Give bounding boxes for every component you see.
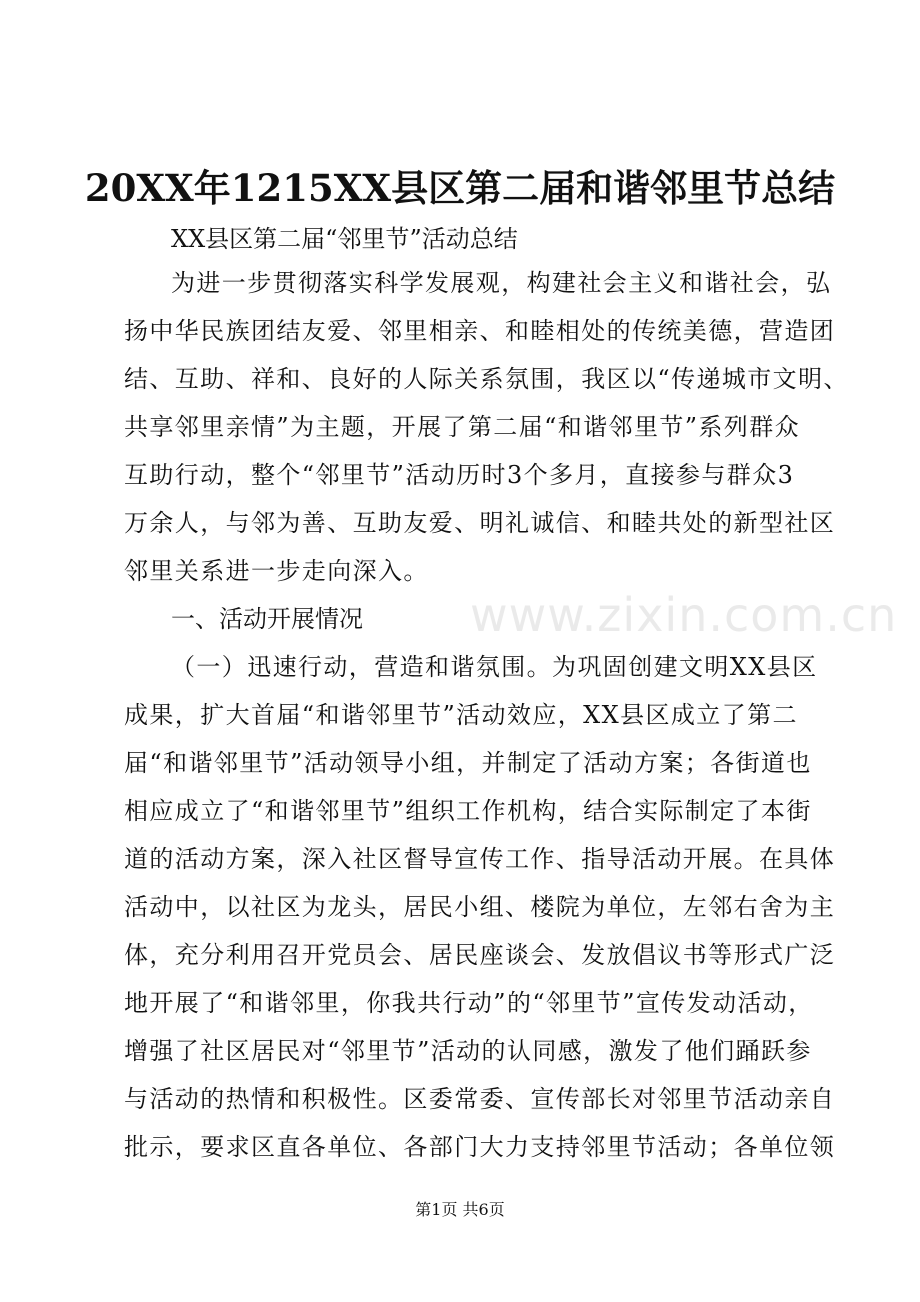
paragraph-line: 届“和谐邻里节”活动领导小组，并制定了活动方案；各街道也 — [124, 749, 812, 777]
paragraph-line: 扬中华民族团结友爱、邻里相亲、和睦相处的传统美德，营造团 — [124, 317, 836, 345]
document-subtitle: XX县区第二届“邻里节”活动总结 — [171, 225, 518, 253]
paragraph-line: 邻里关系进一步走向深入。 — [124, 557, 429, 585]
paragraph-line: 为进一步贯彻落实科学发展观，构建社会主义和谐社会，弘 — [171, 269, 832, 297]
paragraph-line: 互助行动，整个“邻里节”活动历时3个多月，直接参与群众3 — [124, 461, 795, 489]
section-heading: 一、活动开展情况 — [171, 605, 363, 633]
paragraph-line: 与活动的热情和积极性。区委常委、宣传部长对邻里节活动亲自 — [124, 1085, 836, 1113]
paragraph-line: 活动中，以社区为龙头，居民小组、楼院为单位，左邻右舍为主 — [124, 893, 836, 921]
paragraph-line: 相应成立了“和谐邻里节”组织工作机构，结合实际制定了本街 — [124, 797, 812, 825]
paragraph-line: 结、互助、祥和、良好的人际关系氛围，我区以“传递城市文明、 — [124, 365, 849, 393]
paragraph-line: 增强了社区居民对“邻里节”活动的认同感，激发了他们踊跃参 — [124, 1037, 812, 1065]
paragraph-line: 万余人，与邻为善、互助友爱、明礼诚信、和睦共处的新型社区 — [124, 509, 836, 537]
paragraph-line: 批示，要求区直各单位、各部门大力支持邻里节活动；各单位领 — [124, 1133, 836, 1161]
paragraph-line: 成果，扩大首届“和谐邻里节”活动效应，XX县区成立了第二 — [124, 701, 798, 729]
paragraph-line: （一）迅速行动，营造和谐氛围。为巩固创建文明XX县区 — [171, 653, 818, 681]
paragraph-line: 体，充分利用召开党员会、居民座谈会、发放倡议书等形式广泛 — [124, 941, 836, 969]
paragraph-line: 地开展了“和谐邻里，你我共行动”的“邻里节”宣传发动活动， — [124, 989, 814, 1017]
paragraph-line: 共享邻里亲情”为主题，开展了第二届“和谐邻里节”系列群众 — [124, 413, 801, 441]
page-footer: 第1页 共6页 — [415, 1200, 505, 1219]
site-watermark: www.zixin.com.cn — [470, 588, 898, 642]
paragraph-line: 道的活动方案，深入社区督导宣传工作、指导活动开展。在具体 — [124, 845, 836, 873]
document-title: 20XX年1215XX县区第二届和谐邻里节总结 — [84, 166, 836, 210]
